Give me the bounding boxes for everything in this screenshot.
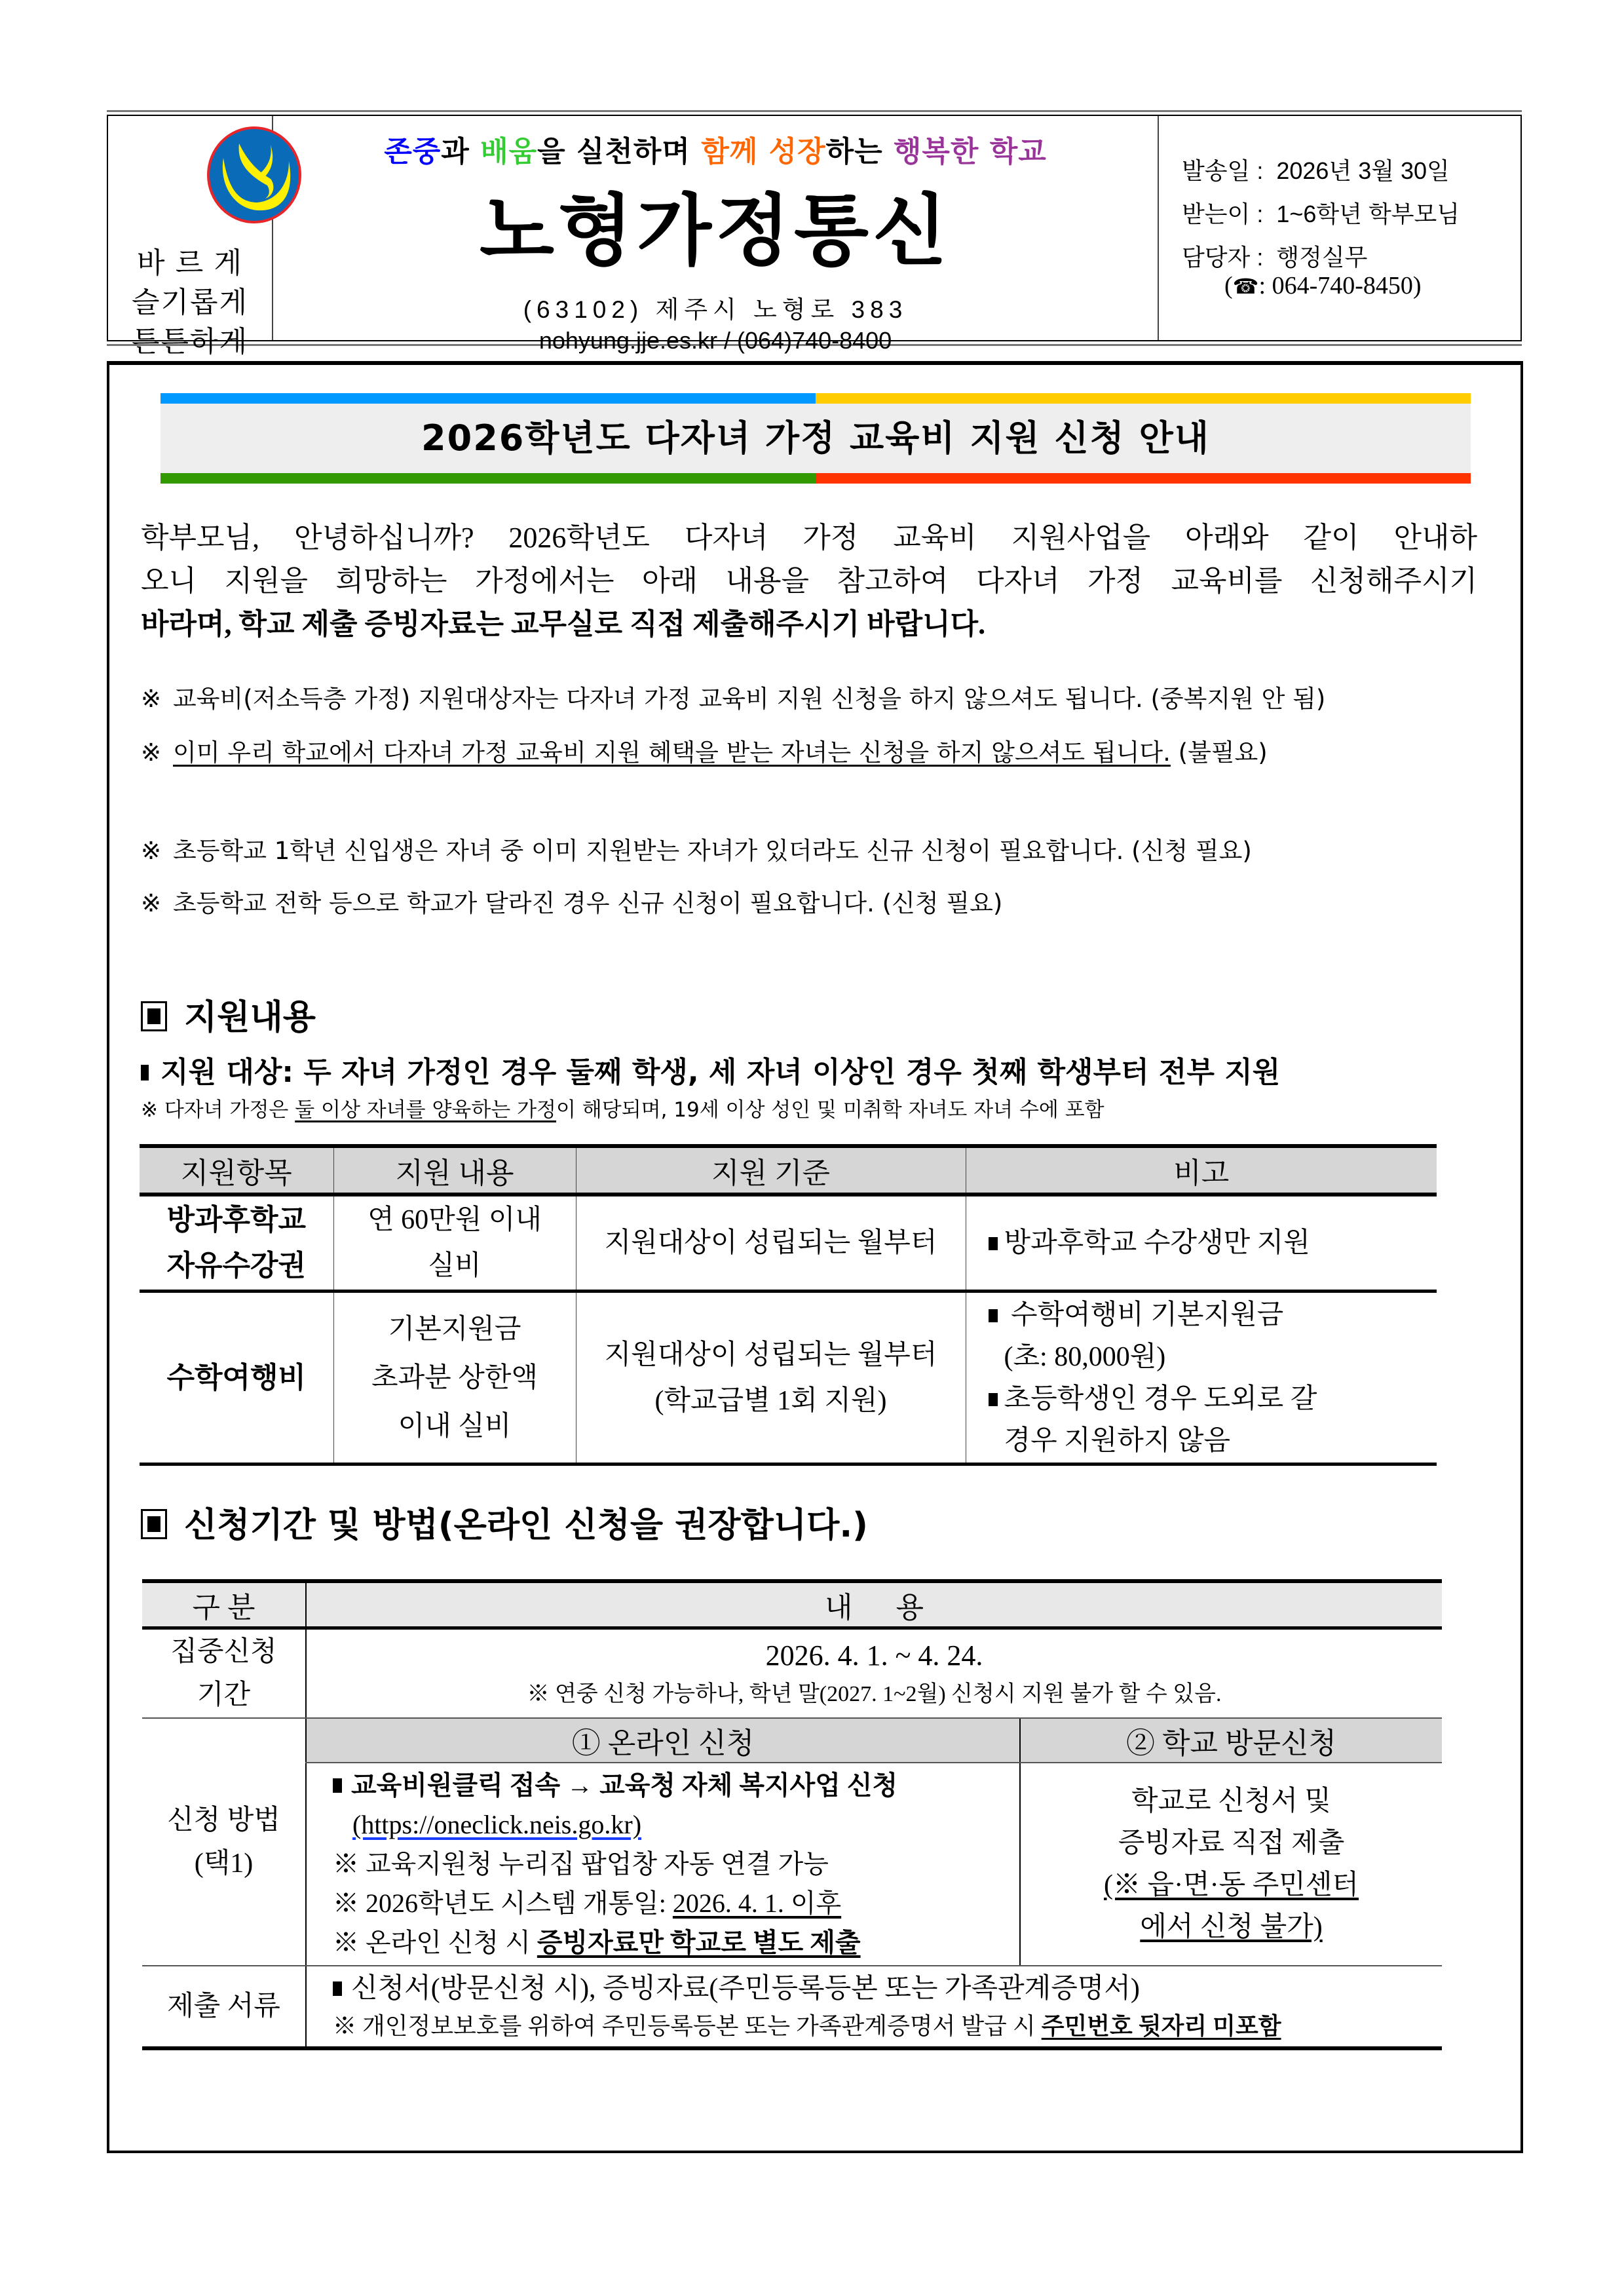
reference-mark-icon: ※ (141, 889, 162, 917)
cell-line (1021, 1906, 1441, 1948)
reference-mark-icon: ※ (141, 738, 162, 767)
underlined-text: 주민번호 뒷자리 미포함 (1041, 2013, 1281, 2039)
cell-line (333, 2008, 1441, 2044)
cell-line: 지원대상이 성립되는 월부터 (604, 1228, 937, 1258)
meta-date-label: 발송일 (1182, 157, 1251, 184)
remark-text: 경우 지원하지 않음 (1004, 1425, 1231, 1456)
cell-line: 기본지원금 (388, 1314, 521, 1345)
column-header: 내 용 (306, 1581, 1442, 1628)
cell-line: 자유수강권 (166, 1250, 307, 1282)
support-criteria (576, 1195, 966, 1292)
cell-line: 증빙자료 직접 제출 (1118, 1828, 1345, 1858)
bullet-icon (989, 1309, 998, 1322)
support-remarks (966, 1292, 1437, 1464)
cell-line: (택1) (194, 1848, 254, 1879)
notice-text: 초등학교 1학년 신입생은 자녀 중 이미 지원받는 자녀가 있더라도 신규 신청이 필요합니다. (신청 필요) (173, 837, 1252, 865)
column-header: 지원항목 (140, 1146, 333, 1195)
cell-line: ※ 교육지원청 누리집 팝업창 자동 연결 가능 (333, 1849, 829, 1879)
slogan-part: 배움 (480, 135, 538, 168)
column-header: 지원 내용 (333, 1146, 576, 1195)
motto-line-3: 튼튼하게 (131, 326, 248, 358)
period-content (306, 1628, 1442, 1719)
bullet-icon (333, 1778, 342, 1793)
meta-date: 발송일 : 2026년 3월 30일 (1182, 157, 1450, 184)
school-slogan (273, 128, 1158, 170)
newsletter-header (107, 110, 1522, 358)
motto-line-1: 바 르 게 (137, 247, 243, 279)
cell-line (989, 1294, 1437, 1336)
remark-text: 수학여행비 기본지원금 (1004, 1299, 1284, 1330)
note-prefix: ※ 다자녀 가정은 (141, 1098, 295, 1122)
notice-text: (불필요) (1170, 738, 1268, 767)
documents-content (306, 1966, 1442, 2048)
column-header: 지원 기준 (576, 1146, 966, 1195)
bullet-icon (141, 1065, 149, 1081)
cell-line: (학교급별 1회 지원) (654, 1385, 887, 1416)
square-bullet-icon (141, 1509, 167, 1539)
text: ※ 온라인 신청 시 (333, 1928, 537, 1957)
notice-text: 교육비(저소득층 가정) 지원대상자는 다자녀 가정 교육비 지원 신청을 하지 않으셔도 됩니다. (중복지원 안 됨) (173, 685, 1326, 713)
row-label (142, 1718, 306, 1966)
application-dates: 2026. 4. 1. ~ 4. 24. (765, 1639, 983, 1672)
support-item (140, 1195, 333, 1292)
support-target-text: 지원 대상: 두 자녀 가정인 경우 둘째 학생, 세 자녀 이상인 경우 첫째 학생부터 전부 지원 (161, 1056, 1281, 1089)
notice-text-underlined: 이미 우리 학교에서 다자녀 가정 교육비 지원 혜택을 받는 자녀는 신청을 하지 않으셔도 됩니다. (173, 738, 1171, 767)
cell-line: 학교로 신청서 및 (1131, 1786, 1331, 1816)
notice-title: 2026학년도 다자녀 가정 교육비 지원 신청 안내 (161, 404, 1471, 473)
meta-phone: (☎: 064-740-8450) (1224, 272, 1422, 299)
table-row-method (142, 1763, 1442, 1966)
cell-line: 신청 방법 (167, 1805, 280, 1835)
meta-recipient-label: 받는이 (1182, 201, 1251, 227)
bullet-icon (989, 1237, 998, 1250)
underlined-text: (※ 읍·면·동 주민센터 (1104, 1870, 1359, 1900)
cell-line (333, 1805, 1019, 1845)
cell-line (333, 1969, 1441, 2008)
cell-line: 지원대상이 성립되는 월부터 (604, 1339, 937, 1370)
notice-title-banner (161, 393, 1471, 484)
notice-item (141, 679, 1325, 714)
intro-line-2: 오니 지원을 희망하는 가정에서는 아래 내용을 참고하여 다자녀 가정 교육비를 신청해주시기 (141, 565, 1477, 597)
school-website-phone: nohyung.jje.es.kr / (064)740-8400 (538, 327, 892, 354)
period-note: ※ 연중 신청 가능하나, 학년 말(2027. 1~2월) 신청시 지원 불가 할 수 있음. (527, 1682, 1222, 1706)
table-header-row (140, 1146, 1437, 1195)
section-heading-text: 신청기간 및 방법(온라인 신청을 권장합니다.) (184, 1506, 868, 1545)
meta-recipient: 받는이 : 1~6학년 학부모님 (1182, 201, 1460, 227)
meta-phone-value: 064-740-8450 (1272, 272, 1413, 299)
meta-date-value: 2026년 3월 30일 (1276, 157, 1450, 184)
application-table (142, 1579, 1442, 2050)
support-content (333, 1195, 576, 1292)
cell-line (989, 1336, 1437, 1378)
support-target-note (141, 1093, 1105, 1122)
remark-text: (초: 80,000원) (1004, 1341, 1166, 1372)
reference-mark-icon: ※ (141, 837, 162, 865)
notice-item (141, 733, 1268, 768)
school-address: (63102) 제주시 노형로 383 (523, 296, 908, 323)
cell-line (1021, 1864, 1441, 1906)
underlined-text: 에서 신청 불가) (1140, 1912, 1323, 1942)
table-row (140, 1195, 1437, 1292)
newsletter-title: 노형가정통신 (480, 185, 951, 276)
online-step: 교육비원클릭 접속 → 교육청 자체 복지사업 신청 (351, 1770, 898, 1800)
cell-line: 기간 (197, 1680, 251, 1710)
intro-paragraph (141, 516, 1477, 646)
motto-line-2: 슬기롭게 (131, 286, 248, 318)
text: ※ 2026학년도 시스템 개통일: (333, 1888, 673, 1918)
notice-item (141, 831, 1252, 866)
square-bullet-icon (141, 1001, 167, 1031)
notice-item (141, 883, 1002, 919)
open-date: 2026. 4. 1. 이후 (672, 1888, 842, 1918)
meta-manager-label: 담당자 (1182, 244, 1251, 271)
cell-line: 집중신청 (170, 1637, 277, 1667)
table-row-documents (142, 1966, 1442, 2048)
banner-stripe-yellow (816, 393, 1471, 404)
section-heading-support (141, 989, 316, 1039)
online-method-content (306, 1763, 1020, 1966)
cell-line: 수학여행비 (166, 1361, 307, 1394)
reference-mark-icon: ※ (141, 685, 162, 713)
row-label: 제출 서류 (142, 1966, 306, 2048)
note-suffix: 이 해당되며, 19세 이상 성인 및 미취학 자녀도 자녀 수에 포함 (556, 1098, 1105, 1122)
remark-text: 초등학생인 경우 도외로 갈 (1004, 1383, 1317, 1414)
table-subheader-row (142, 1718, 1442, 1763)
header-school-motto-cell (108, 116, 273, 358)
visit-method-content (1020, 1763, 1442, 1966)
cell-line (333, 1766, 1019, 1805)
documents-text: 신청서(방문신청 시), 증빙자료(주민등록등본 또는 가족관계증명서) (351, 1974, 1140, 2004)
section-heading-text: 지원내용 (184, 998, 316, 1037)
underlined-text: 증빙자료만 학교로 별도 제출 (537, 1928, 861, 1957)
note-underlined: 둘 이상 자녀를 양육하는 가정 (295, 1098, 556, 1122)
slogan-part: 하는 (825, 135, 894, 168)
header-title-cell (273, 116, 1159, 354)
cell-line (989, 1420, 1437, 1462)
support-remarks (966, 1195, 1437, 1292)
intro-line-3: 바라며, 학교 제출 증빙자료는 교무실로 직접 제출해주시기 바랍니다. (141, 608, 986, 640)
cell-line: 연 60만원 이내 (368, 1205, 542, 1235)
notice-text: 초등학교 전학 등으로 학교가 달라진 경우 신규 신청이 필요합니다. (신청 필요) (173, 889, 1003, 917)
intro-line-1: 학부모님, 안녕하십니까? 2026학년도 다자녀 가정 교육비 지원사업을 아래와 같이 안내하 (141, 522, 1477, 554)
table-header-row (142, 1581, 1442, 1628)
cell-line (333, 1923, 1019, 1962)
meta-recipient-value: 1~6학년 학부모님 (1276, 201, 1460, 227)
slogan-part: 과 (441, 135, 481, 168)
remark-text: 방과후학교 수강생만 지원 (1004, 1228, 1310, 1258)
column-header: 구 분 (142, 1581, 306, 1628)
online-method-header: ① 온라인 신청 (306, 1718, 1020, 1763)
cell-line: 방과후학교 (166, 1204, 307, 1236)
banner-stripe-blue (161, 393, 816, 404)
banner-stripe-green (161, 473, 816, 484)
support-content (333, 1292, 576, 1464)
oneclick-link[interactable]: (https://oneclick.neis.go.kr) (352, 1810, 642, 1839)
cell-line (333, 1884, 1019, 1923)
cell-line: 실비 (428, 1251, 482, 1281)
section-heading-application (141, 1497, 868, 1546)
cell-line: 이내 실비 (398, 1411, 512, 1442)
banner-stripe-red (816, 473, 1471, 484)
row-label (142, 1628, 306, 1719)
text: ※ 개인정보보호를 위하여 주민등록등본 또는 가족관계증명서 발급 시 (333, 2013, 1042, 2039)
phone-icon: ☎ (1232, 274, 1259, 299)
slogan-part: 존중 (384, 135, 442, 168)
support-target (141, 1048, 1280, 1090)
cell-line (989, 1378, 1437, 1420)
column-header: 비고 (966, 1146, 1437, 1195)
support-item (140, 1292, 333, 1464)
support-content-table (140, 1144, 1437, 1466)
cell-line: 초과분 상한액 (371, 1362, 538, 1393)
table-row-period (142, 1628, 1442, 1719)
slogan-part: 행복한 학교 (893, 135, 1047, 168)
header-meta-cell (1159, 116, 1520, 340)
bullet-icon (333, 1981, 342, 1996)
table-row (140, 1292, 1437, 1464)
meta-manager-value: 행정실무 (1276, 244, 1368, 271)
slogan-part: 함께 성장 (701, 135, 826, 168)
support-criteria (576, 1292, 966, 1464)
bullet-icon (989, 1393, 998, 1406)
slogan-part: 을 실천하며 (537, 135, 702, 168)
cell-line (989, 1220, 1437, 1266)
meta-manager: 담당자 : 행정실무 (1182, 244, 1368, 271)
visit-method-header: ② 학교 방문신청 (1020, 1718, 1442, 1763)
